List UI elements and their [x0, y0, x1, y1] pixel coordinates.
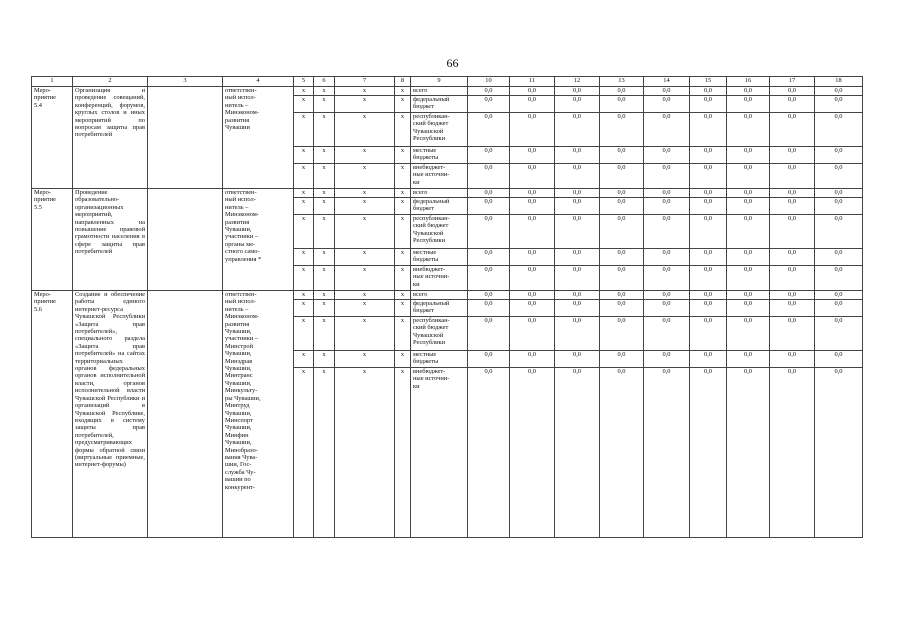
- value-cell: 0,0: [644, 113, 690, 147]
- value-cell: 0,0: [510, 215, 555, 249]
- column-number: 2: [73, 77, 148, 87]
- value-cell: 0,0: [690, 164, 727, 189]
- funding-source: всего: [411, 189, 468, 198]
- value-cell: 0,0: [555, 164, 600, 189]
- program-table: [31, 76, 863, 538]
- value-cell: 0,0: [468, 368, 510, 538]
- value-cell: 0,0: [555, 249, 600, 266]
- column-number: 12: [555, 77, 600, 87]
- x-mark: x: [395, 147, 411, 164]
- column-number: 1: [32, 77, 73, 87]
- value-cell: 0,0: [770, 147, 815, 164]
- value-cell: 0,0: [690, 368, 727, 538]
- value-cell: 0,0: [644, 147, 690, 164]
- value-cell: 0,0: [690, 96, 727, 113]
- value-cell: 0,0: [644, 351, 690, 368]
- column-number: 7: [335, 77, 395, 87]
- x-mark: x: [294, 215, 314, 249]
- value-cell: 0,0: [555, 368, 600, 538]
- x-mark: x: [314, 249, 335, 266]
- funding-source: местные бюджеты: [411, 351, 468, 368]
- funding-source: всего: [411, 87, 468, 96]
- value-cell: 0,0: [727, 147, 770, 164]
- empty-cell: [148, 291, 223, 538]
- value-cell: 0,0: [690, 266, 727, 291]
- value-cell: 0,0: [555, 87, 600, 96]
- column-number: 14: [644, 77, 690, 87]
- value-cell: 0,0: [770, 113, 815, 147]
- value-cell: 0,0: [690, 147, 727, 164]
- x-mark: x: [335, 189, 395, 198]
- value-cell: 0,0: [468, 189, 510, 198]
- value-cell: 0,0: [555, 291, 600, 300]
- value-cell: 0,0: [600, 164, 644, 189]
- value-cell: 0,0: [644, 266, 690, 291]
- x-mark: x: [294, 87, 314, 96]
- value-cell: 0,0: [555, 215, 600, 249]
- column-number: 15: [690, 77, 727, 87]
- x-mark: x: [294, 164, 314, 189]
- funding-source: республикан- ский бюджет Чувашской Республики: [411, 317, 468, 351]
- value-cell: 0,0: [644, 300, 690, 317]
- value-cell: 0,0: [727, 198, 770, 215]
- x-mark: x: [314, 198, 335, 215]
- x-mark: x: [395, 317, 411, 351]
- value-cell: 0,0: [555, 300, 600, 317]
- x-mark: x: [395, 291, 411, 300]
- value-cell: 0,0: [727, 351, 770, 368]
- value-cell: 0,0: [468, 351, 510, 368]
- value-cell: 0,0: [468, 147, 510, 164]
- x-mark: x: [314, 189, 335, 198]
- x-mark: x: [335, 198, 395, 215]
- column-number: 9: [411, 77, 468, 87]
- column-number: 4: [223, 77, 294, 87]
- x-mark: x: [395, 113, 411, 147]
- x-mark: x: [395, 351, 411, 368]
- value-cell: 0,0: [468, 249, 510, 266]
- x-mark: x: [314, 266, 335, 291]
- x-mark: x: [335, 266, 395, 291]
- value-cell: 0,0: [555, 266, 600, 291]
- x-mark: x: [294, 96, 314, 113]
- value-cell: 0,0: [468, 300, 510, 317]
- x-mark: x: [335, 300, 395, 317]
- column-number: 5: [294, 77, 314, 87]
- funding-source: федеральный бюджет: [411, 198, 468, 215]
- value-cell: 0,0: [770, 189, 815, 198]
- column-number: 17: [770, 77, 815, 87]
- value-cell: 0,0: [600, 87, 644, 96]
- value-cell: 0,0: [510, 147, 555, 164]
- value-cell: 0,0: [600, 317, 644, 351]
- x-mark: x: [314, 147, 335, 164]
- value-cell: 0,0: [644, 87, 690, 96]
- x-mark: x: [314, 351, 335, 368]
- column-number: 11: [510, 77, 555, 87]
- value-cell: 0,0: [690, 300, 727, 317]
- value-cell: 0,0: [644, 189, 690, 198]
- measure-label: Меро- приятие 5.4: [32, 87, 73, 189]
- value-cell: 0,0: [770, 87, 815, 96]
- value-cell: 0,0: [510, 300, 555, 317]
- x-mark: x: [395, 87, 411, 96]
- funding-source: федеральный бюджет: [411, 300, 468, 317]
- responsible-executor: ответствен- ный испол- нитель – Минэконом- развития Чувашии, участники – Минстрой Чувашии, Минздрав Чувашии, Минтранс Чувашии, Минкульту- ры Чувашии, Минтруд Чувашии, Минспорт Чувашии, Минфин Чувашии, Минобразо- вания Чува- шии, Гос- служба Чу- вашии по конкурент-: [223, 291, 294, 538]
- column-number: 10: [468, 77, 510, 87]
- value-cell: 0,0: [510, 351, 555, 368]
- x-mark: x: [314, 96, 335, 113]
- value-cell: 0,0: [727, 164, 770, 189]
- value-cell: 0,0: [690, 249, 727, 266]
- value-cell: 0,0: [555, 113, 600, 147]
- value-cell: 0,0: [600, 266, 644, 291]
- value-cell: 0,0: [600, 96, 644, 113]
- value-cell: 0,0: [727, 113, 770, 147]
- value-cell: 0,0: [644, 249, 690, 266]
- value-cell: 0,0: [468, 215, 510, 249]
- value-cell: 0,0: [727, 215, 770, 249]
- value-cell: 0,0: [600, 249, 644, 266]
- table-row: [32, 291, 863, 300]
- value-cell: 0,0: [600, 113, 644, 147]
- value-cell: 0,0: [690, 87, 727, 96]
- value-cell: 0,0: [690, 189, 727, 198]
- value-cell: 0,0: [727, 368, 770, 538]
- value-cell: 0,0: [600, 215, 644, 249]
- value-cell: 0,0: [510, 96, 555, 113]
- table-row: [32, 87, 863, 96]
- funding-source: внебюджет- ные источни- ки: [411, 164, 468, 189]
- x-mark: x: [314, 113, 335, 147]
- value-cell: 0,0: [468, 96, 510, 113]
- value-cell: 0,0: [815, 249, 863, 266]
- value-cell: 0,0: [468, 317, 510, 351]
- x-mark: x: [335, 317, 395, 351]
- empty-cell: [148, 189, 223, 291]
- value-cell: 0,0: [555, 96, 600, 113]
- measure-description: Организация и проведение совещаний, конференций, форумов, круглых столов и иных мероприятий по вопросам защиты прав потребителей: [73, 87, 148, 189]
- value-cell: 0,0: [815, 317, 863, 351]
- x-mark: x: [314, 164, 335, 189]
- value-cell: 0,0: [555, 351, 600, 368]
- x-mark: x: [294, 291, 314, 300]
- value-cell: 0,0: [468, 266, 510, 291]
- value-cell: 0,0: [690, 215, 727, 249]
- value-cell: 0,0: [510, 164, 555, 189]
- x-mark: x: [294, 147, 314, 164]
- x-mark: x: [395, 300, 411, 317]
- value-cell: 0,0: [510, 317, 555, 351]
- value-cell: 0,0: [644, 96, 690, 113]
- x-mark: x: [314, 215, 335, 249]
- x-mark: x: [335, 164, 395, 189]
- table-row: [32, 189, 863, 198]
- x-mark: x: [314, 317, 335, 351]
- value-cell: 0,0: [770, 368, 815, 538]
- x-mark: x: [335, 215, 395, 249]
- page-number: 66: [446, 56, 459, 70]
- funding-source: внебюджет- ные источни- ки: [411, 368, 468, 538]
- value-cell: 0,0: [510, 249, 555, 266]
- value-cell: 0,0: [815, 300, 863, 317]
- x-mark: x: [314, 368, 335, 538]
- x-mark: x: [335, 291, 395, 300]
- x-mark: x: [335, 368, 395, 538]
- value-cell: 0,0: [770, 291, 815, 300]
- x-mark: x: [294, 189, 314, 198]
- value-cell: 0,0: [815, 164, 863, 189]
- x-mark: x: [294, 351, 314, 368]
- value-cell: 0,0: [600, 291, 644, 300]
- value-cell: 0,0: [727, 291, 770, 300]
- value-cell: 0,0: [770, 351, 815, 368]
- value-cell: 0,0: [815, 215, 863, 249]
- measure-label: Меро- приятие 5.6: [32, 291, 73, 538]
- value-cell: 0,0: [727, 266, 770, 291]
- x-mark: x: [335, 249, 395, 266]
- value-cell: 0,0: [600, 368, 644, 538]
- value-cell: 0,0: [468, 198, 510, 215]
- x-mark: x: [395, 215, 411, 249]
- value-cell: 0,0: [600, 198, 644, 215]
- x-mark: x: [335, 351, 395, 368]
- value-cell: 0,0: [770, 164, 815, 189]
- x-mark: x: [335, 147, 395, 164]
- x-mark: x: [294, 317, 314, 351]
- value-cell: 0,0: [690, 113, 727, 147]
- column-number: 6: [314, 77, 335, 87]
- funding-source: федеральный бюджет: [411, 96, 468, 113]
- measure-description: Создание и обеспечение работы единого интернет-ресурса Чувашской Республики «Защита прав потребителей», специального раздела «Защита прав потребителей» на сайтах территориальных органов федеральных органов исполнительной власти, органов исполнительной власти Чувашской Республики и организаций в Чувашской Республике, входящих в систему защиты прав потребителей, предусматривающих формы обратной связи (виртуальные приемные, интернет-форумы): [73, 291, 148, 538]
- column-number: 8: [395, 77, 411, 87]
- x-mark: x: [395, 266, 411, 291]
- value-cell: 0,0: [727, 87, 770, 96]
- x-mark: x: [395, 96, 411, 113]
- value-cell: 0,0: [510, 198, 555, 215]
- value-cell: 0,0: [690, 317, 727, 351]
- measure-description: Проведение образовательно-организационных мероприятий, направленных на повышение правовой грамотности населения в сфере защиты прав потребителей: [73, 189, 148, 291]
- responsible-executor: ответствен- ный испол- нитель – Минэконом- развития Чувашии, участники – органы ме- стного само- управления *: [223, 189, 294, 291]
- x-mark: x: [314, 291, 335, 300]
- value-cell: 0,0: [815, 368, 863, 538]
- value-cell: 0,0: [644, 291, 690, 300]
- value-cell: 0,0: [468, 164, 510, 189]
- value-cell: 0,0: [815, 87, 863, 96]
- value-cell: 0,0: [510, 189, 555, 198]
- x-mark: x: [294, 249, 314, 266]
- value-cell: 0,0: [555, 189, 600, 198]
- value-cell: 0,0: [727, 249, 770, 266]
- value-cell: 0,0: [770, 300, 815, 317]
- funding-source: республикан- ский бюджет Чувашской Республики: [411, 215, 468, 249]
- funding-source: местные бюджеты: [411, 249, 468, 266]
- value-cell: 0,0: [600, 300, 644, 317]
- value-cell: 0,0: [770, 317, 815, 351]
- value-cell: 0,0: [510, 368, 555, 538]
- measure-label: Меро- приятие 5.5: [32, 189, 73, 291]
- x-mark: x: [395, 368, 411, 538]
- value-cell: 0,0: [644, 164, 690, 189]
- value-cell: 0,0: [815, 113, 863, 147]
- value-cell: 0,0: [815, 189, 863, 198]
- value-cell: 0,0: [815, 351, 863, 368]
- x-mark: x: [294, 266, 314, 291]
- value-cell: 0,0: [555, 147, 600, 164]
- value-cell: 0,0: [468, 113, 510, 147]
- value-cell: 0,0: [770, 215, 815, 249]
- value-cell: 0,0: [727, 317, 770, 351]
- value-cell: 0,0: [815, 198, 863, 215]
- value-cell: 0,0: [690, 351, 727, 368]
- value-cell: 0,0: [815, 291, 863, 300]
- value-cell: 0,0: [690, 198, 727, 215]
- x-mark: x: [294, 300, 314, 317]
- empty-cell: [148, 87, 223, 189]
- funding-source: местные бюджеты: [411, 147, 468, 164]
- value-cell: 0,0: [555, 198, 600, 215]
- funding-source: республикан- ский бюджет Чувашской Республики: [411, 113, 468, 147]
- value-cell: 0,0: [727, 96, 770, 113]
- value-cell: 0,0: [644, 317, 690, 351]
- x-mark: x: [395, 198, 411, 215]
- value-cell: 0,0: [690, 291, 727, 300]
- value-cell: 0,0: [510, 291, 555, 300]
- x-mark: x: [395, 164, 411, 189]
- column-number: 13: [600, 77, 644, 87]
- value-cell: 0,0: [727, 189, 770, 198]
- value-cell: 0,0: [815, 147, 863, 164]
- header-row: [32, 77, 863, 87]
- x-mark: x: [294, 198, 314, 215]
- x-mark: x: [395, 249, 411, 266]
- value-cell: 0,0: [468, 87, 510, 96]
- column-number: 3: [148, 77, 223, 87]
- value-cell: 0,0: [555, 317, 600, 351]
- value-cell: 0,0: [510, 87, 555, 96]
- x-mark: x: [294, 113, 314, 147]
- value-cell: 0,0: [468, 291, 510, 300]
- value-cell: 0,0: [770, 198, 815, 215]
- value-cell: 0,0: [770, 96, 815, 113]
- value-cell: 0,0: [815, 266, 863, 291]
- x-mark: x: [314, 300, 335, 317]
- x-mark: x: [335, 96, 395, 113]
- value-cell: 0,0: [770, 249, 815, 266]
- value-cell: 0,0: [510, 266, 555, 291]
- value-cell: 0,0: [600, 147, 644, 164]
- column-number: 16: [727, 77, 770, 87]
- value-cell: 0,0: [600, 189, 644, 198]
- responsible-executor: ответствен- ный испол- нитель – Минэконом- развития Чувашии: [223, 87, 294, 189]
- x-mark: x: [395, 189, 411, 198]
- funding-source: всего: [411, 291, 468, 300]
- column-number: 18: [815, 77, 863, 87]
- value-cell: 0,0: [815, 96, 863, 113]
- x-mark: x: [335, 87, 395, 96]
- value-cell: 0,0: [644, 198, 690, 215]
- x-mark: x: [294, 368, 314, 538]
- x-mark: x: [335, 113, 395, 147]
- value-cell: 0,0: [600, 351, 644, 368]
- value-cell: 0,0: [727, 300, 770, 317]
- value-cell: 0,0: [510, 113, 555, 147]
- value-cell: 0,0: [644, 368, 690, 538]
- value-cell: 0,0: [770, 266, 815, 291]
- funding-source: внебюджет- ные источни- ки: [411, 266, 468, 291]
- x-mark: x: [314, 87, 335, 96]
- value-cell: 0,0: [644, 215, 690, 249]
